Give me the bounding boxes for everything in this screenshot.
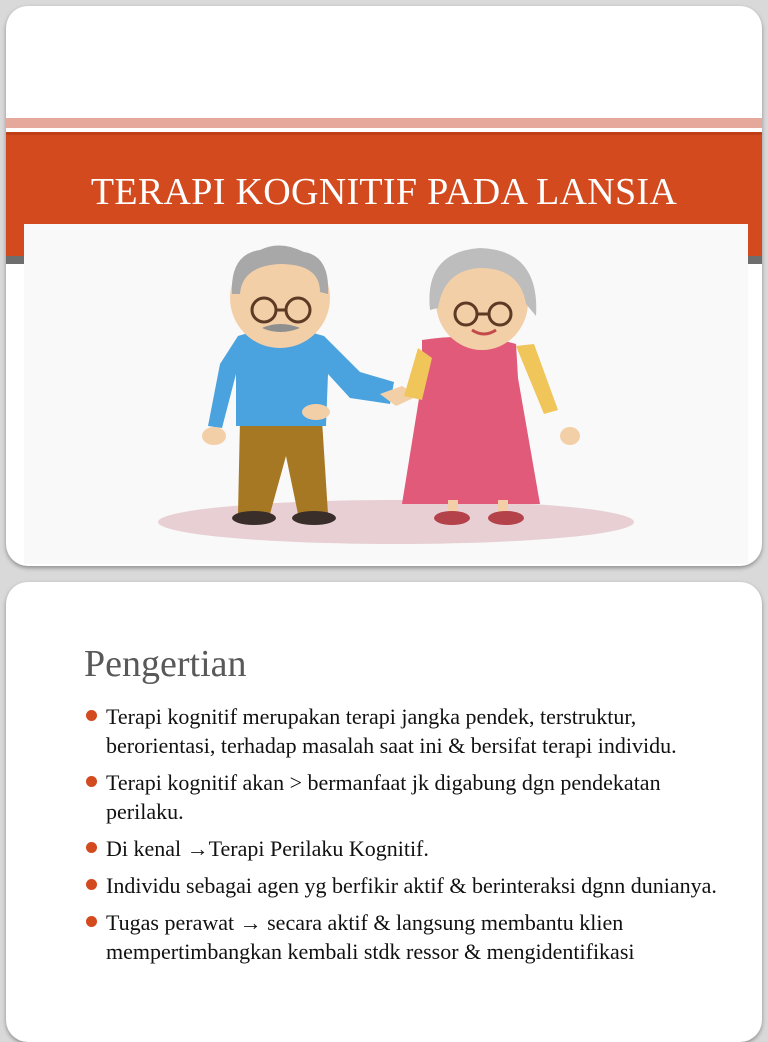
elderly-couple-illustration [24,224,748,564]
ground-shadow [158,500,634,544]
man-hand-left [202,427,226,445]
man-shoe-right [292,511,336,525]
bullet-dot-icon [86,710,97,721]
list-item: Individu sebagai agen yg berfikir aktif & berinteraksi dgnn dunianya. [84,871,724,900]
bullet-dot-icon [86,916,97,927]
list-item: Tugas perawat → secara aktif & langsung membantu klien mempertimbangkan kembali stdk ressor & mengidentifikasi [84,908,724,966]
list-item: Terapi kognitif akan > bermanfaat jk digabung dgn pendekatan perilaku. [84,768,724,826]
man-shoe-left [232,511,276,525]
title-slide [6,6,762,566]
woman-hand-far [560,427,580,445]
woman-shoe-right [488,511,524,525]
bullet-dot-icon [86,776,97,787]
accent-line [6,118,762,128]
man-shirt [208,329,394,428]
elderly-couple-image [24,224,748,564]
man-hand-right [302,404,330,420]
content-slide [6,582,762,1042]
bullet-list [84,702,724,974]
bullet-dot-icon [86,879,97,890]
list-item: Terapi kognitif merupakan terapi jangka pendek, terstruktur, berorientasi, terhadap masalah saat ini & bersifat terapi individu. [84,702,724,760]
bullet-dot-icon [86,842,97,853]
woman-shoe-left [434,511,470,525]
man-trousers [238,420,328,514]
list-item: Di kenal →Terapi Perilaku Kognitif. [84,834,724,863]
slide-title: TERAPI KOGNITIF PADA LANSIA [90,171,678,213]
section-heading: Pengertian [84,643,247,685]
